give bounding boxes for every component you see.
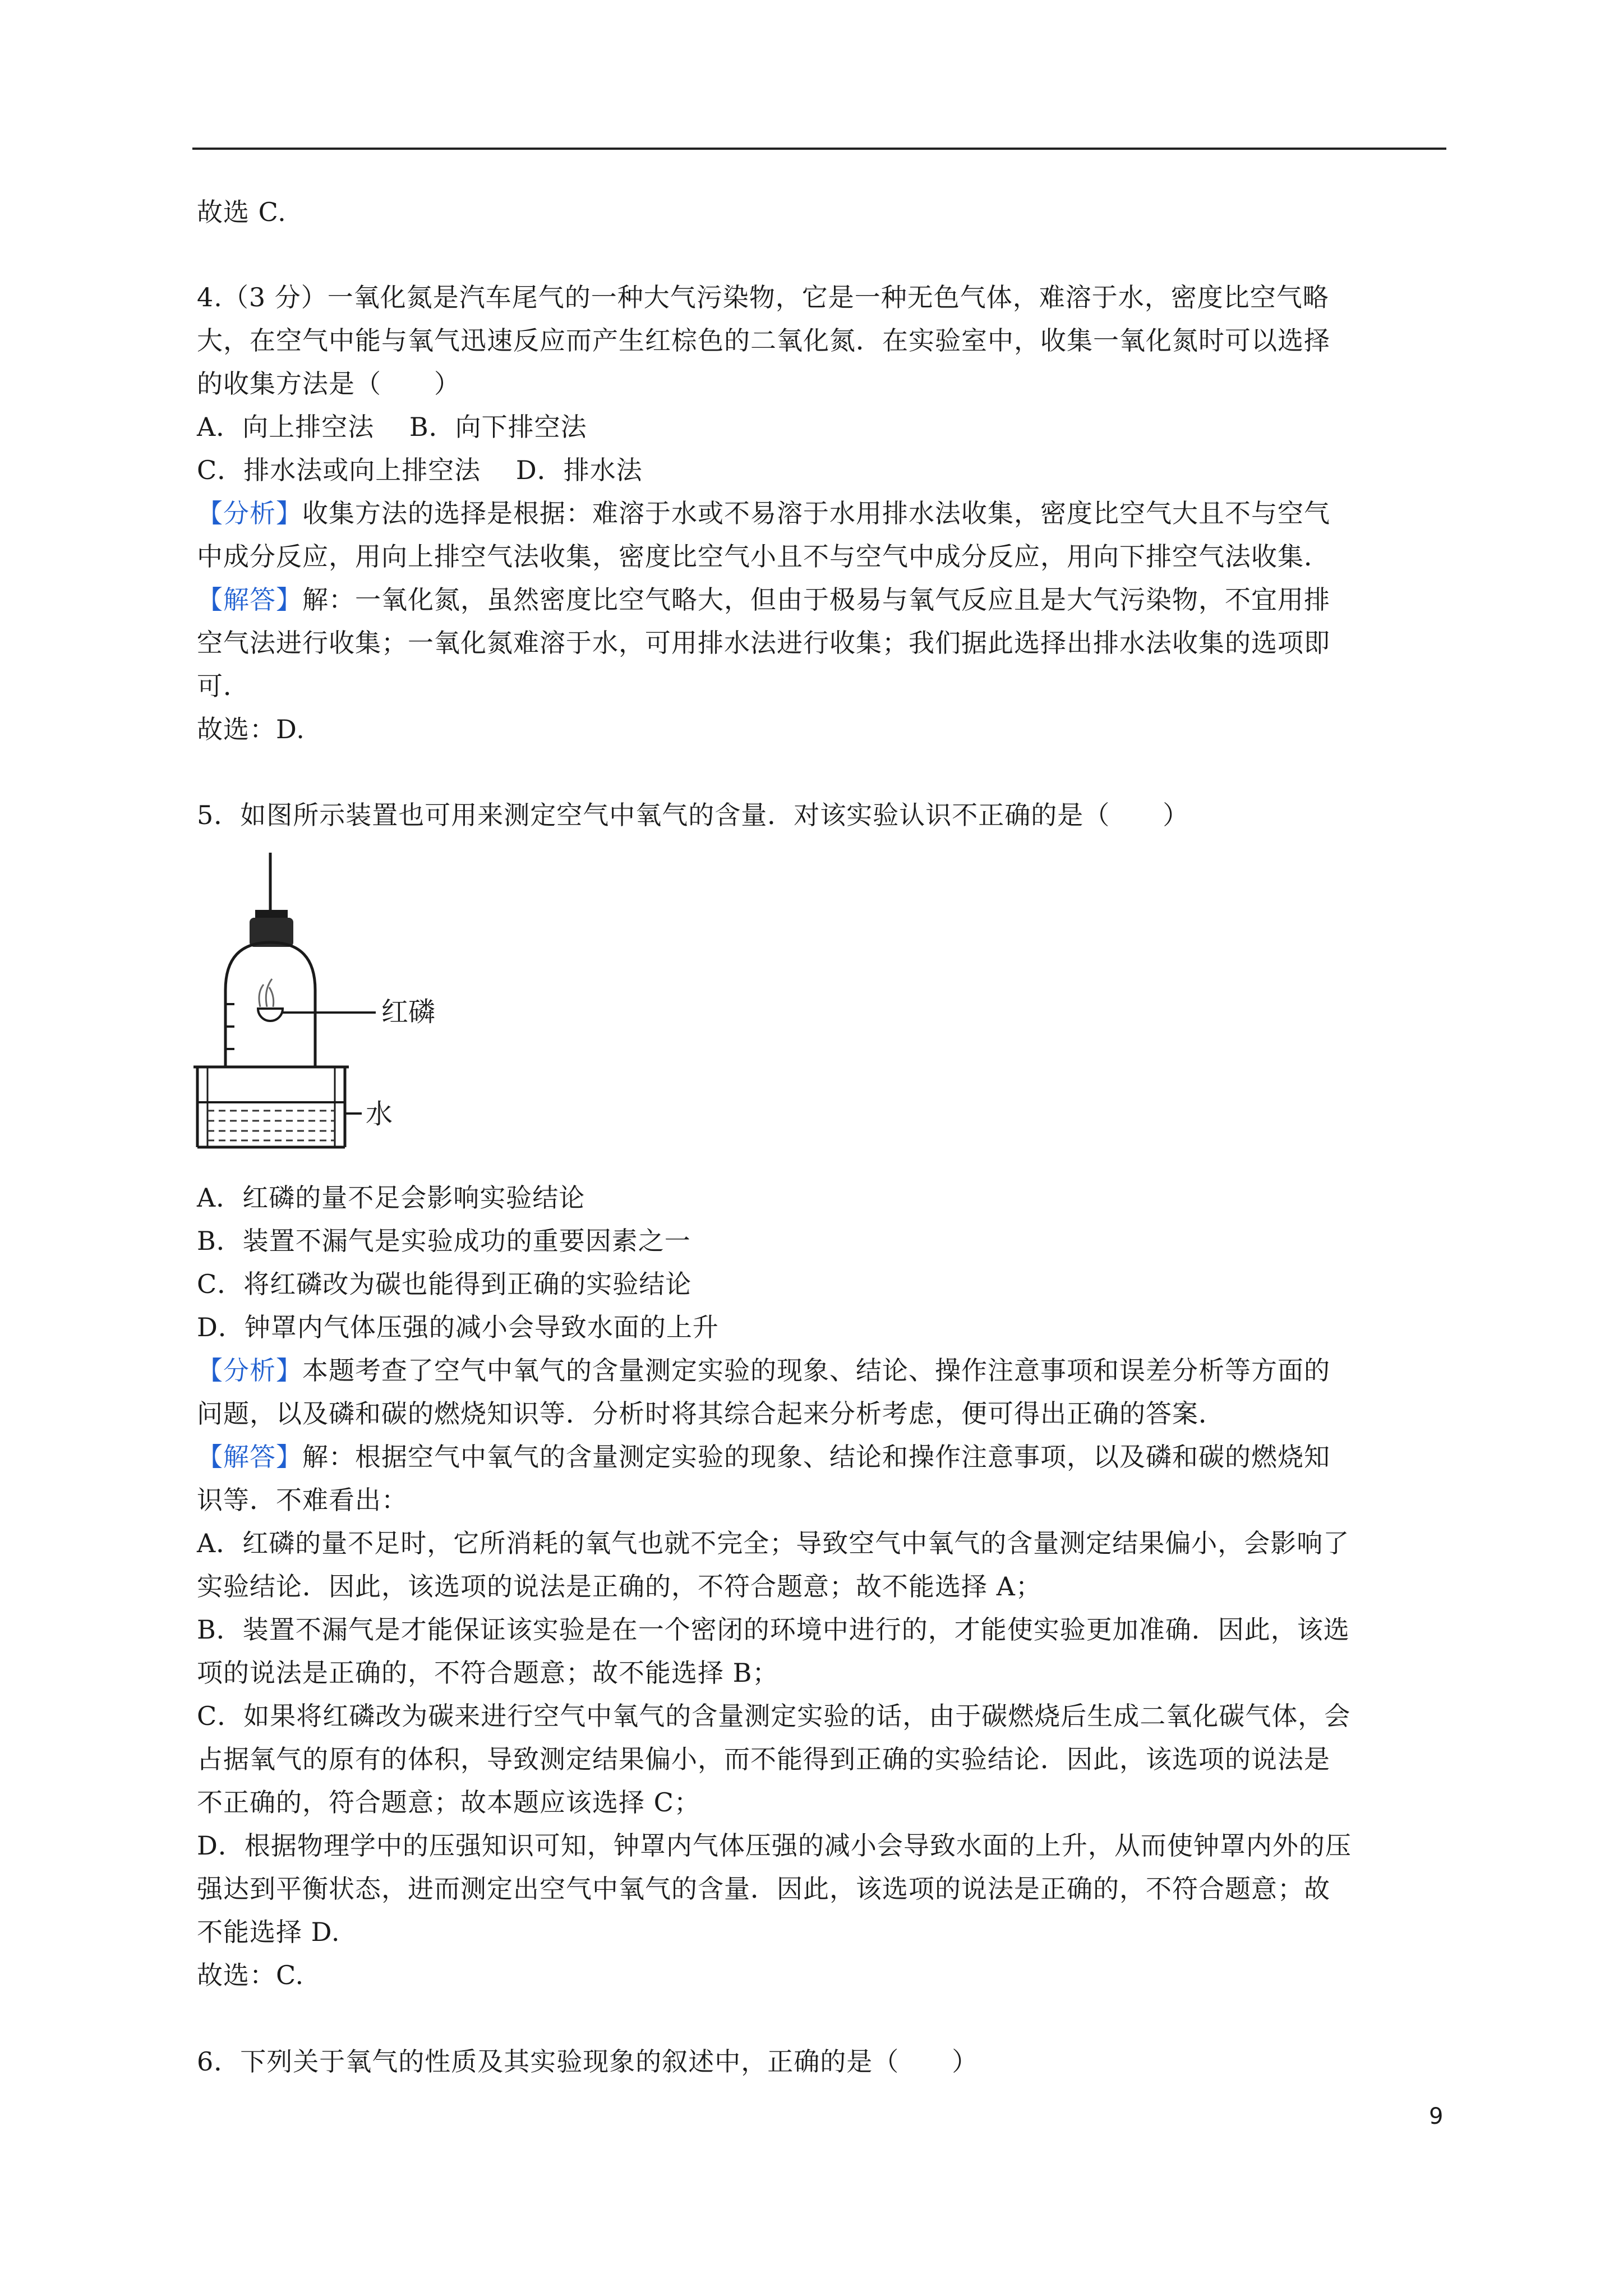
text-line: 故选 C. [197, 197, 287, 227]
option-line: A．红磷的量不足会影响实验结论 [197, 1182, 585, 1213]
answer-line: 【解答】解：根据空气中氧气的含量测定实验的现象、结论和操作注意事项，以及磷和碳的燃烧知 [197, 1442, 1330, 1472]
text-line: C．如果将红磷改为碳来进行空气中氧气的含量测定实验的话，由于碳燃烧后生成二氧化碳气体，会 [197, 1701, 1351, 1731]
water-label: 水 [366, 1098, 393, 1130]
option-line: C．排水法或向上排空法 D．排水法 [197, 455, 643, 485]
answer-tag: 【解答】 [197, 585, 302, 615]
question-line: 5．如图所示装置也可用来测定空气中氧气的含量．对该实验认识不正确的是（ ） [197, 800, 1189, 830]
text-line: 可． [197, 671, 250, 701]
analysis-line: 【分析】本题考查了空气中氧气的含量测定实验的现象、结论、操作注意事项和误差分析等方面的 [197, 1355, 1330, 1386]
text-line: 大，在空气中能与氧气迅速反应而产生红棕色的二氧化氮．在实验室中，收集一氧化氮时可以选择 [197, 325, 1330, 356]
option-line: B．装置不漏气是实验成功的重要因素之一 [197, 1226, 691, 1256]
analysis-tag: 【分析】 [197, 498, 302, 528]
text-line: 项的说法是正确的，不符合题意；故不能选择 B； [197, 1658, 779, 1688]
text-line: 故选：D. [197, 714, 305, 744]
text-line: 占据氧气的原有的体积，导致测定结果偏小，而不能得到正确的实验结论．因此，该选项的说法是 [197, 1744, 1330, 1774]
text-line: A．红磷的量不足时，它所消耗的氧气也就不完全；导致空气中氧气的含量测定结果偏小，会影响了 [197, 1528, 1350, 1558]
analysis-tag: 【分析】 [197, 1355, 302, 1386]
answer-tag: 【解答】 [197, 1442, 302, 1472]
text-line: 实验结论．因此，该选项的说法是正确的，不符合题意；故不能选择 A； [197, 1571, 1042, 1602]
text-line: 的收集方法是（ ） [197, 369, 460, 399]
text-line: 不能选择 D. [197, 1917, 340, 1947]
text-line: 不正确的，符合题意；故本题应该选择 C； [197, 1787, 700, 1818]
bell-jar-apparatus-figure [191, 853, 494, 1156]
text-line: 识等．不难看出： [197, 1485, 408, 1515]
red-phosphorus-label: 红磷 [381, 996, 436, 1028]
option-line: C．将红磷改为碳也能得到正确的实验结论 [197, 1269, 692, 1299]
analysis-line: 【分析】收集方法的选择是根据：难溶于水或不易溶于水用排水法收集，密度比空气大且不与空气 [197, 498, 1330, 528]
text-line: 4.（3 分）一氧化氮是汽车尾气的一种大气污染物，它是一种无色气体，难溶于水，密度比空气略 [197, 282, 1329, 312]
question-line: 6．下列关于氧气的性质及其实验现象的叙述中，正确的是（ ） [197, 2046, 979, 2077]
text-line: 问题，以及磷和碳的燃烧知识等．分析时将其综合起来分析考虑，便可得出正确的答案． [197, 1398, 1225, 1429]
text-line: 中成分反应，用向上排空气法收集，密度比空气小且不与空气中成分反应，用向下排空气法收集． [197, 541, 1330, 572]
answer-line: 【解答】解：一氧化氮，虽然密度比空气略大，但由于极易与氧气反应且是大气污染物，不宜用排 [197, 585, 1330, 615]
header-rule [192, 148, 1446, 150]
option-line: A．向上排空法 B．向下排空法 [197, 412, 587, 442]
page-number: 9 [1429, 2104, 1444, 2129]
option-line: D．钟罩内气体压强的减小会导致水面的上升 [197, 1312, 719, 1342]
text-line: D．根据物理学中的压强知识可知，钟罩内气体压强的减小会导致水面的上升，从而使钟罩内外的压 [197, 1830, 1352, 1861]
text-line: B．装置不漏气是才能保证该实验是在一个密闭的环境中进行的，才能使实验更加准确．因此，该选 [197, 1614, 1350, 1645]
text-line: 空气法进行收集；一氧化氮难溶于水，可用排水法进行收集；我们据此选择出排水法收集的选项即 [197, 628, 1330, 658]
text-line: 强达到平衡状态，进而测定出空气中氧气的含量．因此，该选项的说法是正确的，不符合题意；故 [197, 1874, 1330, 1904]
text-line: 故选：C. [197, 1960, 305, 1990]
